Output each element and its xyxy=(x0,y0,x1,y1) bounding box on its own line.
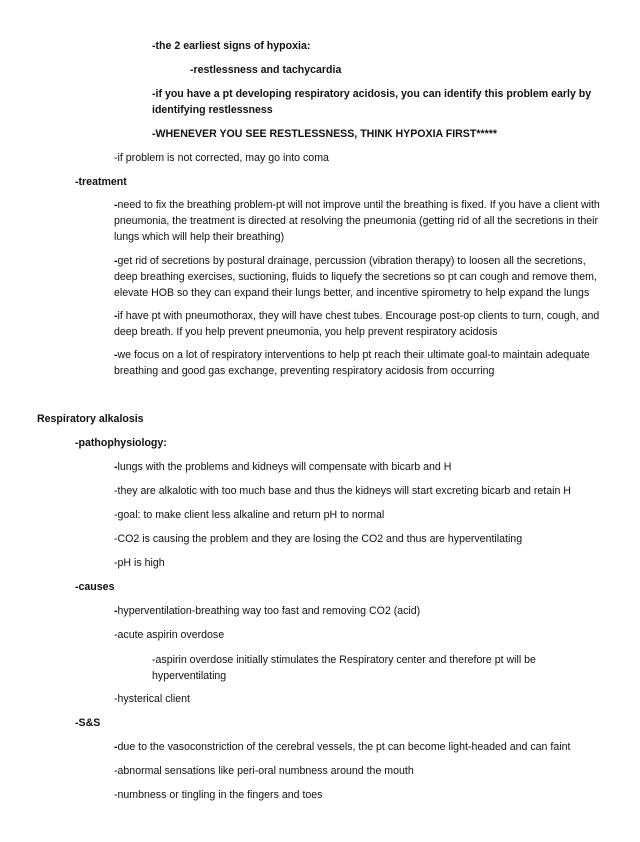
patho-item: -pH is high xyxy=(114,557,165,569)
treatment-item: -need to fix the breathing problem-pt will not improve until the breathing is fixed. If you have a client with pneumonia, the treatment is directed at resolving the pneumonia (getting rid of all the secretions in their lungs which will help their breathing) xyxy=(114,199,600,243)
cause-subitem: -aspirin overdose initially stimulates the Respiratory center and therefore pt will be hyperventilating xyxy=(152,654,536,682)
cause-item: -hysterical client xyxy=(114,693,190,705)
treatment-heading: -treatment xyxy=(75,176,127,188)
hypoxia-coma: -if problem is not corrected, may go into coma xyxy=(114,152,329,164)
ss-item: -abnormal sensations like peri-oral numbness around the mouth xyxy=(114,765,414,777)
patho-item: -goal: to make client less alkaline and return pH to normal xyxy=(114,509,385,521)
section-title-respiratory-alkalosis: Respiratory alkalosis xyxy=(37,413,144,425)
patho-item: -lungs with the problems and kidneys will compensate with bicarb and H xyxy=(114,461,452,473)
ss-item: -due to the vasoconstriction of the cerebral vessels, the pt can become light-headed and can faint xyxy=(114,741,571,753)
cause-item: -hyperventilation-breathing way too fast and removing CO2 (acid) xyxy=(114,605,421,617)
hypoxia-acidosis-note: -if you have a pt developing respiratory acidosis, you can identify this problem early by identifying restlessness xyxy=(152,88,592,116)
treatment-item: -get rid of secretions by postural drainage, percussion (vibration therapy) to loosen all the secretions, deep breathing exercises, suctioning, fluids to liquefy the secretions so pt can cough and remove them, elevate HOB so they can expand their lungs better, and incentive spirometry to help expand the lungs xyxy=(114,255,597,299)
ss-item: -numbness or tingling in the fingers and toes xyxy=(114,789,323,801)
causes-heading: -causes xyxy=(75,581,115,593)
ss-heading: -S&S xyxy=(75,717,101,729)
hypoxia-earliest-signs: -the 2 earliest signs of hypoxia: xyxy=(152,40,311,52)
patho-item: -CO2 is causing the problem and they are losing the CO2 and thus are hyperventilating xyxy=(114,533,523,545)
hypoxia-signs: -restlessness and tachycardia xyxy=(190,64,342,76)
treatment-item: -if have pt with pneumothorax, they will have chest tubes. Encourage post-op clients to turn, cough, and deep breath. If you help prevent pneumonia, you help prevent respiratory acidosis xyxy=(114,310,600,338)
cause-item: -acute aspirin overdose xyxy=(114,629,225,641)
patho-item: -they are alkalotic with too much base and thus the kidneys will start excreting bicarb and retain H xyxy=(114,485,571,497)
treatment-item: -we focus on a lot of respiratory interventions to help pt reach their ultimate goal-to maintain adequate breathing and good gas exchange, preventing respiratory acidosis from occurring xyxy=(114,349,590,377)
hypoxia-whenever: -WHENEVER YOU SEE RESTLESSNESS, THINK HYPOXIA FIRST***** xyxy=(152,128,497,140)
pathophysiology-heading: -pathophysiology: xyxy=(75,437,167,449)
